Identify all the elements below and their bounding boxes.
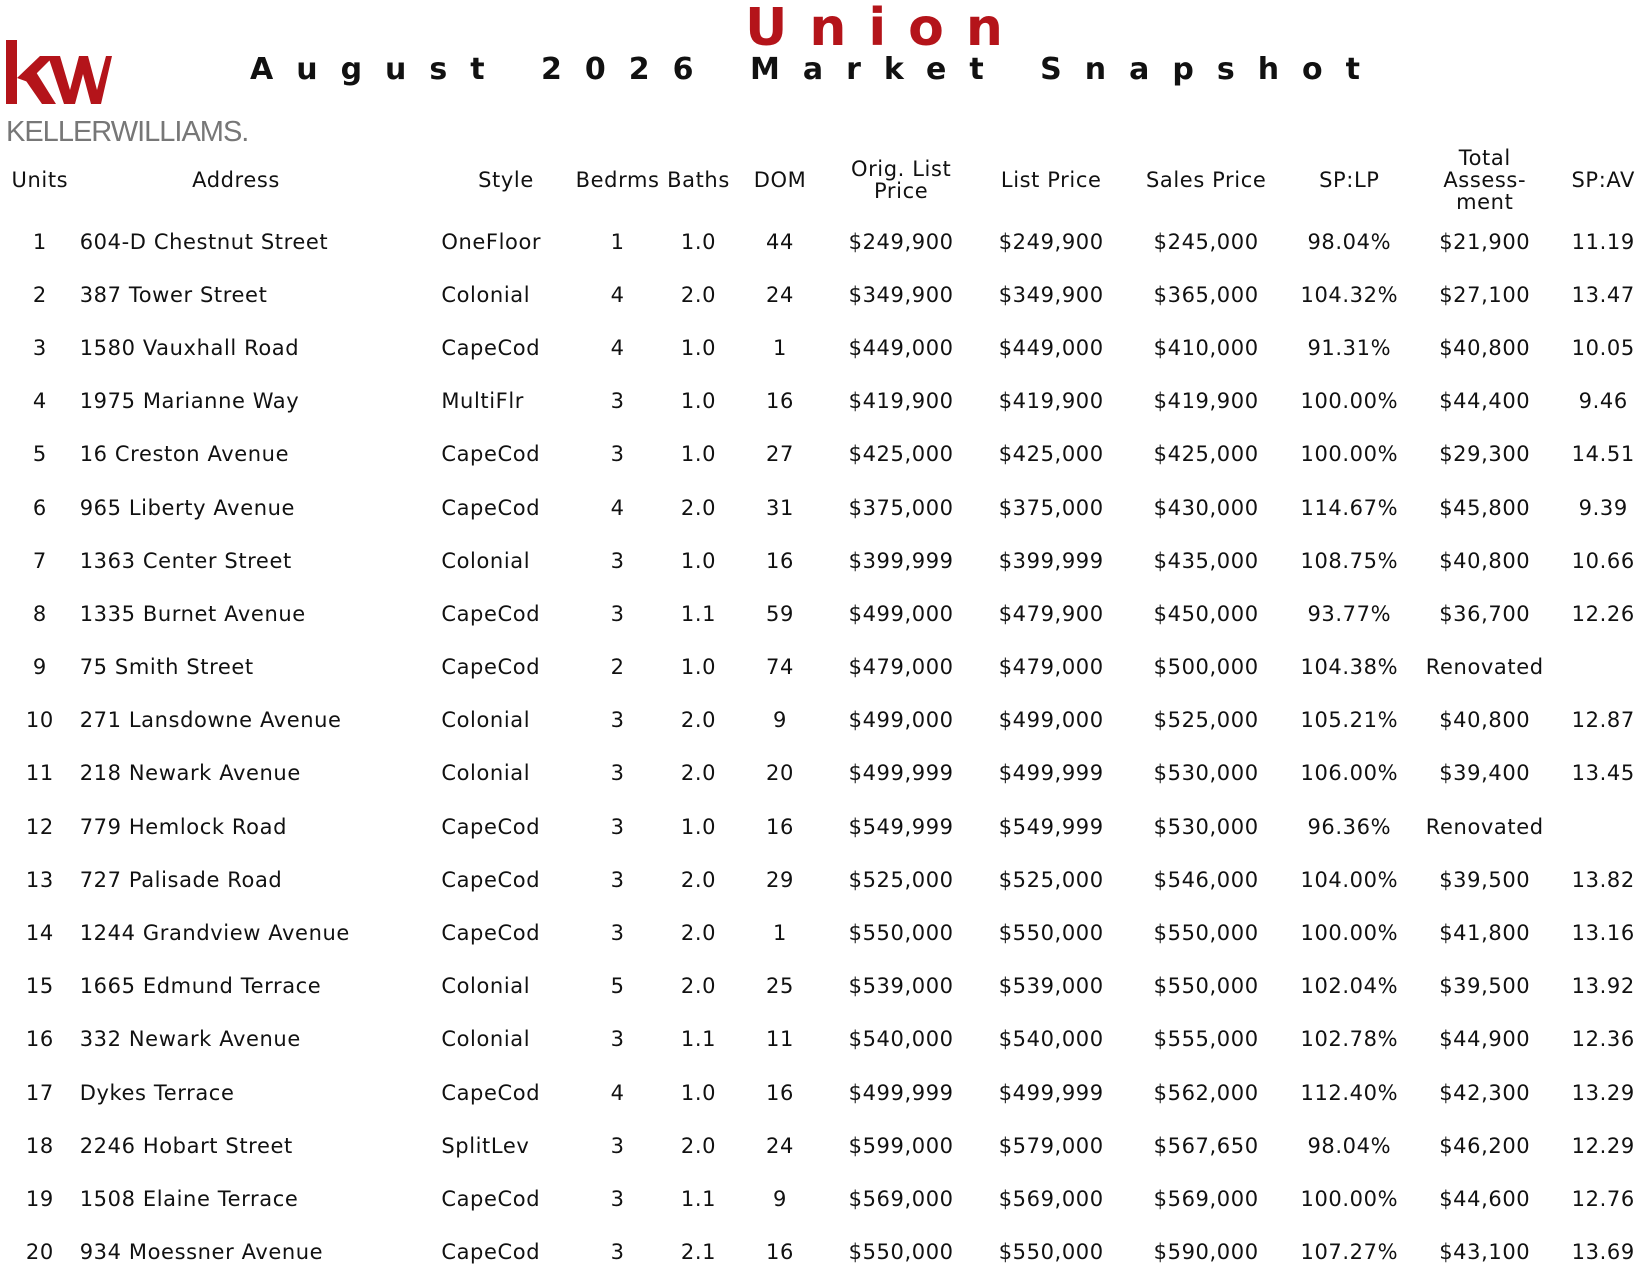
cell-style: MultiFlr: [441, 389, 525, 414]
cell-total-assessment: $40,800: [1439, 335, 1531, 360]
cell-total-assessment: $43,100: [1439, 1240, 1531, 1265]
table-row: [4, 960, 1650, 1013]
cell-baths: 1.0: [680, 1080, 717, 1105]
table-row: [4, 1226, 1650, 1279]
table-body: [4, 214, 1650, 1279]
cell-unit: 1: [32, 229, 47, 254]
cell-baths: 2.0: [680, 495, 717, 520]
cell-address: 1508 Elaine Terrace: [79, 1186, 299, 1211]
cell-baths: 2.0: [680, 761, 717, 786]
cell-address: 332 Newark Avenue: [79, 1027, 301, 1052]
cell-total-assessment: $44,900: [1439, 1027, 1531, 1052]
header-units: Units: [11, 168, 69, 192]
cell-bedrooms: 3: [610, 708, 625, 733]
cell-total-assessment: $40,800: [1439, 708, 1531, 733]
cell-sales-price: $525,000: [1153, 708, 1259, 733]
cell-orig-list-price: $550,000: [848, 921, 954, 946]
cell-style: CapeCod: [441, 867, 541, 892]
cell-list-price: $539,000: [998, 974, 1104, 999]
cell-baths: 2.0: [680, 921, 717, 946]
cell-sp-lp: 108.75%: [1300, 548, 1399, 573]
cell-orig-list-price: $349,900: [848, 282, 954, 307]
cell-style: Colonial: [441, 282, 531, 307]
cell-total-assessment: $44,600: [1439, 1186, 1531, 1211]
page-subtitle: August 2026 Market Snapshot: [250, 52, 1384, 87]
cell-dom: 31: [766, 495, 794, 520]
cell-total-assessment: $40,800: [1439, 548, 1531, 573]
cell-orig-list-price: $499,999: [848, 761, 954, 786]
cell-unit: 18: [25, 1133, 54, 1158]
cell-total-assessment: Renovated: [1425, 655, 1544, 680]
cell-address: 218 Newark Avenue: [79, 761, 301, 786]
header-baths: Baths: [667, 168, 730, 192]
cell-dom: 25: [766, 974, 794, 999]
cell-sp-av: 12.76: [1571, 1186, 1635, 1211]
cell-sp-av: 13.16: [1571, 921, 1635, 946]
table-row: [4, 800, 1650, 853]
cell-sp-lp: 100.00%: [1300, 389, 1399, 414]
cell-sales-price: $450,000: [1153, 601, 1259, 626]
cell-list-price: $449,000: [998, 335, 1104, 360]
cell-dom: 1: [773, 921, 787, 946]
cell-style: Colonial: [441, 761, 531, 786]
cell-sp-av: 11.19: [1571, 229, 1635, 254]
cell-sp-av: 13.45: [1571, 761, 1635, 786]
cell-unit: 17: [25, 1080, 54, 1105]
cell-sp-lp: 100.00%: [1300, 442, 1399, 467]
cell-bedrooms: 1: [610, 229, 625, 254]
table-row: [4, 587, 1650, 640]
cell-orig-list-price: $549,999: [848, 814, 954, 839]
cell-orig-list-price: $525,000: [848, 867, 954, 892]
cell-address: 1580 Vauxhall Road: [79, 335, 300, 360]
cell-sp-lp: 114.67%: [1300, 495, 1399, 520]
cell-sales-price: $546,000: [1153, 867, 1259, 892]
cell-unit: 14: [25, 921, 54, 946]
cell-style: CapeCod: [441, 1240, 541, 1265]
cell-dom: 16: [766, 1080, 794, 1105]
cell-baths: 1.1: [680, 601, 717, 626]
cell-unit: 19: [25, 1186, 54, 1211]
cell-baths: 2.0: [680, 1133, 717, 1158]
cell-dom: 16: [766, 814, 794, 839]
table-row: [4, 853, 1650, 906]
cell-sales-price: $430,000: [1153, 495, 1259, 520]
cell-dom: 24: [766, 282, 794, 307]
cell-address: 2246 Hobart Street: [79, 1133, 293, 1158]
cell-total-assessment: $45,800: [1439, 495, 1531, 520]
cell-style: CapeCod: [441, 1186, 541, 1211]
cell-bedrooms: 3: [610, 921, 625, 946]
cell-list-price: $499,000: [998, 708, 1104, 733]
cell-sp-lp: 106.00%: [1300, 761, 1399, 786]
cell-bedrooms: 3: [610, 389, 625, 414]
cell-bedrooms: 4: [610, 495, 625, 520]
table-row: [4, 1066, 1650, 1119]
cell-orig-list-price: $449,000: [848, 335, 954, 360]
cell-unit: 9: [32, 655, 47, 680]
cell-sp-av: 9.39: [1578, 495, 1628, 520]
cell-total-assessment: $44,400: [1439, 389, 1531, 414]
cell-baths: 2.0: [680, 974, 717, 999]
cell-style: OneFloor: [441, 229, 542, 254]
table-row: [4, 747, 1650, 800]
cell-bedrooms: 4: [610, 282, 625, 307]
cell-total-assessment: $39,500: [1439, 867, 1531, 892]
header-style: Style: [478, 168, 534, 192]
header-orig-list-price: Orig. List Price: [850, 157, 952, 203]
cell-address: 1335 Burnet Avenue: [79, 601, 306, 626]
table-row: [4, 321, 1650, 374]
cell-dom: 24: [766, 1133, 794, 1158]
cell-style: Colonial: [441, 974, 531, 999]
table-row: [4, 1013, 1650, 1066]
header-sp-lp: SP:LP: [1319, 168, 1380, 192]
cell-sales-price: $555,000: [1153, 1027, 1259, 1052]
cell-dom: 20: [766, 761, 794, 786]
cell-style: CapeCod: [441, 921, 541, 946]
cell-unit: 15: [25, 974, 54, 999]
cell-orig-list-price: $540,000: [848, 1027, 954, 1052]
cell-sales-price: $500,000: [1153, 655, 1259, 680]
cell-dom: 74: [766, 655, 794, 680]
cell-unit: 5: [32, 442, 47, 467]
cell-style: CapeCod: [441, 655, 541, 680]
cell-dom: 16: [766, 389, 794, 414]
cell-sp-av: 13.92: [1571, 974, 1635, 999]
cell-bedrooms: 4: [610, 335, 625, 360]
cell-list-price: $569,000: [998, 1186, 1104, 1211]
cell-baths: 1.0: [680, 548, 717, 573]
cell-list-price: $549,999: [998, 814, 1104, 839]
cell-baths: 2.1: [680, 1240, 717, 1265]
cell-list-price: $525,000: [998, 867, 1104, 892]
cell-sales-price: $245,000: [1153, 229, 1259, 254]
cell-baths: 1.1: [680, 1027, 717, 1052]
cell-style: Colonial: [441, 548, 531, 573]
cell-sp-lp: 98.04%: [1307, 1133, 1392, 1158]
cell-total-assessment: Renovated: [1425, 814, 1544, 839]
cell-orig-list-price: $499,999: [848, 1080, 954, 1105]
table-row: [4, 694, 1650, 747]
cell-address: 1975 Marianne Way: [79, 389, 300, 414]
cell-orig-list-price: $399,999: [848, 548, 954, 573]
cell-sp-av: 12.87: [1571, 708, 1635, 733]
table-row: [4, 534, 1650, 587]
cell-list-price: $399,999: [998, 548, 1104, 573]
cell-orig-list-price: $375,000: [848, 495, 954, 520]
cell-unit: 12: [25, 814, 54, 839]
table-row: [4, 428, 1650, 481]
cell-sp-av: 12.29: [1571, 1133, 1635, 1158]
table-header-row: [4, 146, 1650, 214]
cell-unit: 20: [25, 1240, 54, 1265]
cell-list-price: $540,000: [998, 1027, 1104, 1052]
cell-list-price: $479,900: [998, 601, 1104, 626]
cell-sales-price: $365,000: [1153, 282, 1259, 307]
cell-sp-av: 12.26: [1571, 601, 1635, 626]
cell-dom: 16: [766, 1240, 794, 1265]
cell-list-price: $499,999: [998, 1080, 1104, 1105]
cell-bedrooms: 3: [610, 1240, 625, 1265]
cell-orig-list-price: $569,000: [848, 1186, 954, 1211]
cell-sp-av: 12.36: [1571, 1027, 1635, 1052]
cell-sp-av: 13.29: [1571, 1080, 1635, 1105]
cell-sp-lp: 107.27%: [1300, 1240, 1399, 1265]
cell-sp-lp: 100.00%: [1300, 921, 1399, 946]
cell-dom: 1: [773, 335, 787, 360]
cell-sp-av: [1556, 641, 1650, 694]
cell-bedrooms: 3: [610, 867, 625, 892]
cell-baths: 2.0: [680, 282, 717, 307]
cell-address: 387 Tower Street: [79, 282, 268, 307]
cell-list-price: $349,900: [998, 282, 1104, 307]
cell-orig-list-price: $479,000: [848, 655, 954, 680]
cell-dom: 16: [766, 548, 794, 573]
cell-style: CapeCod: [441, 601, 541, 626]
cell-orig-list-price: $499,000: [848, 708, 954, 733]
cell-baths: 1.0: [680, 655, 717, 680]
cell-bedrooms: 2: [610, 655, 625, 680]
cell-total-assessment: $29,300: [1439, 442, 1531, 467]
cell-unit: 16: [25, 1027, 54, 1052]
cell-sales-price: $590,000: [1153, 1240, 1259, 1265]
cell-baths: 1.0: [680, 389, 717, 414]
cell-dom: 9: [773, 1186, 787, 1211]
cell-sales-price: $550,000: [1153, 974, 1259, 999]
cell-baths: 1.1: [680, 1186, 717, 1211]
cell-unit: 8: [32, 601, 47, 626]
cell-total-assessment: $27,100: [1439, 282, 1531, 307]
cell-dom: 9: [773, 708, 787, 733]
cell-style: CapeCod: [441, 335, 541, 360]
table-row: [4, 641, 1650, 694]
cell-sales-price: $410,000: [1153, 335, 1259, 360]
cell-address: 16 Creston Avenue: [79, 442, 290, 467]
table-row: [4, 1172, 1650, 1225]
cell-sp-lp: 93.77%: [1307, 601, 1392, 626]
cell-list-price: $419,900: [998, 389, 1104, 414]
cell-dom: 27: [766, 442, 794, 467]
cell-address: 727 Palisade Road: [79, 867, 283, 892]
cell-dom: 29: [766, 867, 794, 892]
cell-style: CapeCod: [441, 442, 541, 467]
cell-list-price: $425,000: [998, 442, 1104, 467]
page-title: Union: [745, 0, 1025, 58]
header-address: Address: [192, 168, 280, 192]
cell-sp-lp: 112.40%: [1300, 1080, 1399, 1105]
cell-sp-av: 13.82: [1571, 867, 1635, 892]
cell-unit: 11: [25, 761, 54, 786]
cell-list-price: $579,000: [998, 1133, 1104, 1158]
table-row: [4, 906, 1650, 959]
cell-bedrooms: 3: [610, 442, 625, 467]
cell-sp-av: 9.46: [1578, 389, 1628, 414]
cell-sp-lp: 91.31%: [1307, 335, 1392, 360]
cell-orig-list-price: $539,000: [848, 974, 954, 999]
cell-list-price: $499,999: [998, 761, 1104, 786]
cell-style: CapeCod: [441, 1080, 541, 1105]
cell-sp-av: [1556, 800, 1650, 853]
cell-baths: 1.0: [680, 814, 717, 839]
cell-sp-av: 10.05: [1571, 335, 1635, 360]
cell-baths: 1.0: [680, 229, 717, 254]
cell-bedrooms: 3: [610, 1027, 625, 1052]
cell-sp-lp: 102.78%: [1300, 1027, 1399, 1052]
header-dom: DOM: [753, 168, 807, 192]
cell-bedrooms: 3: [610, 761, 625, 786]
cell-sp-lp: 96.36%: [1307, 814, 1392, 839]
cell-dom: 11: [766, 1027, 794, 1052]
cell-bedrooms: 3: [610, 1133, 625, 1158]
cell-bedrooms: 3: [610, 814, 625, 839]
cell-unit: 13: [25, 867, 54, 892]
cell-list-price: $550,000: [998, 1240, 1104, 1265]
cell-list-price: $550,000: [998, 921, 1104, 946]
cell-bedrooms: 3: [610, 601, 625, 626]
cell-orig-list-price: $599,000: [848, 1133, 954, 1158]
cell-style: SplitLev: [441, 1133, 530, 1158]
cell-address: 271 Lansdowne Avenue: [79, 708, 342, 733]
cell-baths: 2.0: [680, 708, 717, 733]
cell-sp-lp: 105.21%: [1300, 708, 1399, 733]
header-sp-av: SP:AV: [1571, 168, 1635, 192]
table-row: [4, 214, 1650, 268]
cell-address: 75 Smith Street: [79, 655, 254, 680]
cell-address: 934 Moessner Avenue: [79, 1240, 324, 1265]
cell-address: 965 Liberty Avenue: [79, 495, 296, 520]
cell-unit: 7: [32, 548, 47, 573]
cell-total-assessment: $41,800: [1439, 921, 1531, 946]
header-sales-price: Sales Price: [1145, 168, 1267, 192]
cell-unit: 10: [25, 708, 54, 733]
cell-bedrooms: 4: [610, 1080, 625, 1105]
cell-sp-lp: 104.00%: [1300, 867, 1399, 892]
header-bedrooms: Bedrms: [575, 168, 660, 192]
cell-address: Dykes Terrace: [79, 1080, 235, 1105]
cell-address: 779 Hemlock Road: [79, 814, 288, 839]
cell-sales-price: $530,000: [1153, 814, 1259, 839]
cell-orig-list-price: $550,000: [848, 1240, 954, 1265]
cell-total-assessment: $39,500: [1439, 974, 1531, 999]
cell-orig-list-price: $249,900: [848, 229, 954, 254]
cell-sp-av: 10.66: [1571, 548, 1635, 573]
cell-sp-lp: 104.38%: [1300, 655, 1399, 680]
cell-style: CapeCod: [441, 495, 541, 520]
cell-sales-price: $435,000: [1153, 548, 1259, 573]
table-row: [4, 1119, 1650, 1172]
cell-baths: 1.0: [680, 335, 717, 360]
cell-dom: 44: [766, 229, 794, 254]
cell-total-assessment: $21,900: [1439, 229, 1531, 254]
market-snapshot-table: [4, 146, 1650, 1279]
cell-sales-price: $550,000: [1153, 921, 1259, 946]
cell-address: 1363 Center Street: [79, 548, 292, 573]
cell-address: 1665 Edmund Terrace: [79, 974, 322, 999]
cell-sp-lp: 104.32%: [1300, 282, 1399, 307]
cell-orig-list-price: $499,000: [848, 601, 954, 626]
cell-orig-list-price: $425,000: [848, 442, 954, 467]
cell-sp-lp: 100.00%: [1300, 1186, 1399, 1211]
cell-unit: 3: [32, 335, 47, 360]
cell-bedrooms: 3: [610, 548, 625, 573]
table-row: [4, 268, 1650, 321]
cell-sp-av: 14.51: [1571, 442, 1635, 467]
cell-baths: 1.0: [680, 442, 717, 467]
cell-sp-lp: 98.04%: [1307, 229, 1392, 254]
cell-sp-av: 13.69: [1571, 1240, 1635, 1265]
cell-total-assessment: $42,300: [1439, 1080, 1531, 1105]
cell-sales-price: $419,900: [1153, 389, 1259, 414]
header-total-assessment: Total Assess- ment: [1443, 146, 1527, 214]
cell-style: Colonial: [441, 1027, 531, 1052]
cell-unit: 6: [32, 495, 47, 520]
cell-total-assessment: $46,200: [1439, 1133, 1531, 1158]
cell-dom: 59: [766, 601, 794, 626]
cell-style: Colonial: [441, 708, 531, 733]
table-row: [4, 375, 1650, 428]
cell-list-price: $249,900: [998, 229, 1104, 254]
cell-total-assessment: $36,700: [1439, 601, 1531, 626]
header-list-price: List Price: [1000, 168, 1102, 192]
cell-style: CapeCod: [441, 814, 541, 839]
cell-address: 604-D Chestnut Street: [79, 229, 329, 254]
brand-name: KELLERWILLIAMS.: [6, 116, 249, 148]
cell-list-price: $479,000: [998, 655, 1104, 680]
cell-sales-price: $569,000: [1153, 1186, 1259, 1211]
cell-bedrooms: 5: [610, 974, 625, 999]
cell-unit: 4: [32, 389, 47, 414]
cell-orig-list-price: $419,900: [848, 389, 954, 414]
cell-sp-av: 13.47: [1571, 282, 1635, 307]
cell-address: 1244 Grandview Avenue: [79, 921, 350, 946]
cell-sp-lp: 102.04%: [1300, 974, 1399, 999]
cell-bedrooms: 3: [610, 1186, 625, 1211]
cell-baths: 2.0: [680, 867, 717, 892]
cell-list-price: $375,000: [998, 495, 1104, 520]
cell-total-assessment: $39,400: [1439, 761, 1531, 786]
cell-sales-price: $567,650: [1153, 1133, 1259, 1158]
table-row: [4, 481, 1650, 534]
cell-sales-price: $530,000: [1153, 761, 1259, 786]
cell-unit: 2: [32, 282, 47, 307]
cell-sales-price: $425,000: [1153, 442, 1259, 467]
cell-sales-price: $562,000: [1153, 1080, 1259, 1105]
